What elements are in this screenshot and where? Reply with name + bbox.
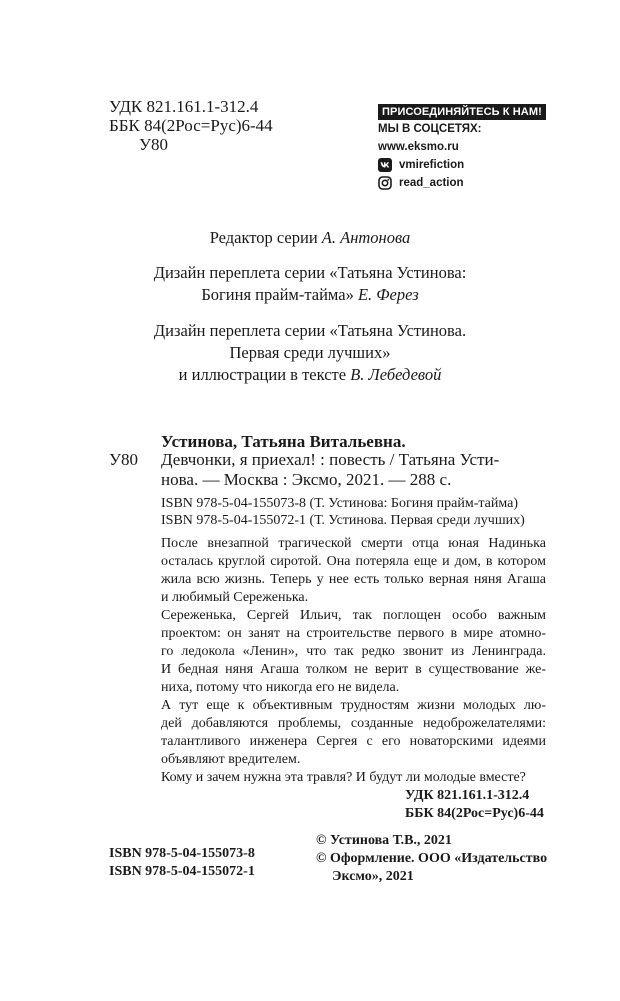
isbn-1: ISBN 978-5-04-155073-8 [109, 846, 255, 861]
website-row [378, 138, 546, 156]
editor-name: А. Антонова [321, 228, 411, 247]
design2-line3: и иллюстрации в тексте [178, 365, 351, 384]
isbn-block [109, 845, 255, 881]
design1-name: Е. Ферез [357, 285, 419, 304]
author-sign-record: У80 [109, 450, 139, 469]
social-subtitle: МЫ В СОЦСЕТЯХ: [378, 123, 482, 135]
annotation-line: Кому и зачем нужна эта травля? И будут ли молодые вместе? [161, 770, 526, 785]
design1-line2: Богиня прайм-тайма» [201, 285, 358, 304]
annotation-line: И бедная няня Агаша толком не верит в существование же- [161, 662, 546, 677]
bbk-code-bottom: ББК 84(2Рос=Рус)6-44 [405, 806, 544, 821]
copyright-line-3: Эксмо», 2021 [332, 869, 414, 884]
annotation-line: и любимый Сереженька. [161, 590, 309, 605]
isbn-2: ISBN 978-5-04-155072-1 [109, 864, 255, 879]
website-link[interactable]: www.eksmo.ru [378, 140, 459, 153]
annotation-line: дей добавляются проблемы, созданные недоброжелателями: [161, 716, 546, 731]
instagram-handle[interactable]: read_action [399, 176, 464, 189]
social-block [378, 102, 546, 192]
udk-code-bottom: УДК 821.161.1-312.4 [405, 788, 530, 803]
annotation-line: А тут еще к объективным трудностям жизни молодых лю- [161, 698, 546, 713]
design2-name: В. Лебедевой [350, 365, 442, 384]
annotation-line: После внезапной трагической смерти отца юная Надинька [161, 536, 546, 551]
title-line-1: Девчонки, я приехал! : повесть / Татьяна Усти- [161, 450, 500, 469]
join-us-banner: ПРИСОЕДИНЯЙТЕСЬ К НАМ! [378, 104, 546, 120]
annotation-line: Сереженька, Сергей Ильич, так поглощен особо важным [161, 608, 546, 623]
annotation-line: осталась круглой сиротой. Она потеряла еще и дом, в котором [161, 554, 546, 569]
annotation-line: объявляют вредителем. [161, 752, 301, 767]
annotation-line: ниха, потому что никогда его не видела. [161, 680, 400, 695]
author-sign: У80 [139, 135, 169, 154]
editor-label: Редактор серии [209, 228, 322, 247]
annotation-line: талантливого инженера Сергея с его новаторскими идеями [161, 734, 546, 749]
vk-row [378, 156, 546, 174]
instagram-icon [378, 176, 392, 190]
copyright-line-1: © Устинова Т.В., 2021 [316, 833, 452, 848]
annotation-line: жила всю жизнь. Теперь у нее есть только верная няня Агаша [161, 572, 546, 587]
classification-block [109, 97, 273, 154]
annotation-line: проектом: он занят на строительстве первого в мире атомно- [161, 626, 546, 641]
cover-design-credit-2 [0, 320, 620, 386]
editor-credit [0, 227, 620, 249]
design2-line1: Дизайн переплета серии «Татьяна Устинова. [153, 321, 467, 340]
annotation [161, 535, 546, 787]
copyright-block [316, 832, 547, 886]
bbk-code: ББК 84(2Рос=Рус)6-44 [109, 116, 273, 135]
udk-code: УДК 821.161.1-312.4 [109, 97, 259, 116]
vk-handle[interactable]: vmirefiction [399, 158, 465, 171]
instagram-row [378, 174, 546, 192]
cover-design-credit-1 [0, 262, 620, 306]
annotation-line: го ледокола «Ленин», что так редко звонит из Ленинграда. [161, 644, 546, 659]
isbn-record-1: ISBN 978-5-04-155073-8 (Т. Устинова: Богиня прайм-тайма) [161, 496, 518, 511]
design1-line1: Дизайн переплета серии «Татьяна Устинова: [153, 263, 467, 282]
vk-icon [378, 158, 392, 172]
title-line-2: нова. — Москва : Эксмо, 2021. — 288 с. [161, 470, 452, 489]
copyright-line-2: © Оформление. ООО «Издательство [316, 851, 548, 866]
isbn-record-2: ISBN 978-5-04-155072-1 (Т. Устинова. Первая среди лучших) [161, 513, 525, 528]
design2-line2: Первая среди лучших» [229, 343, 391, 362]
author-heading: Устинова, Татьяна Витальевна. [161, 432, 406, 451]
